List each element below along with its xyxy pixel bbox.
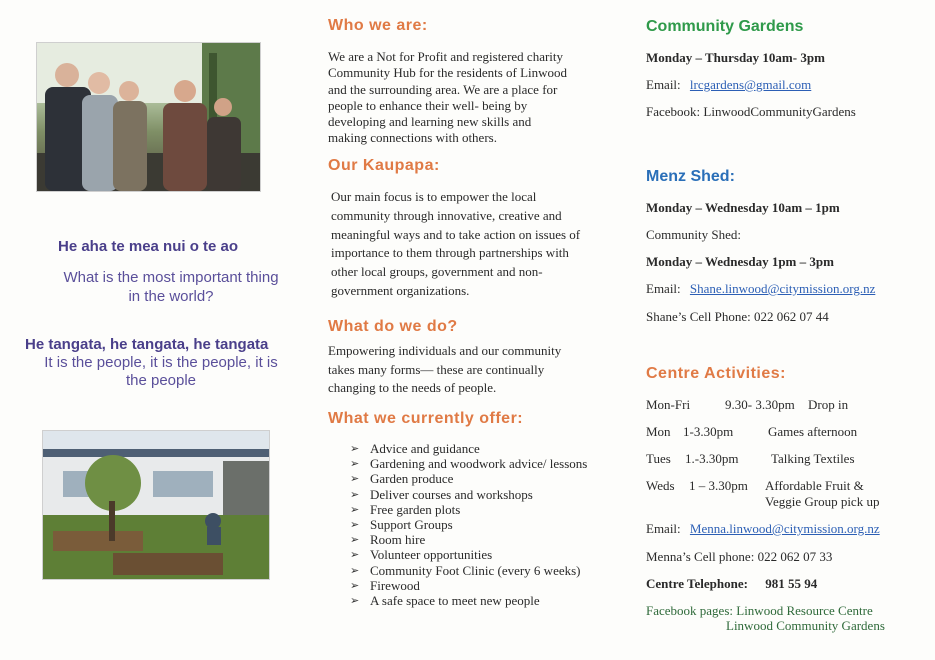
who-line: and the surrounding area. We are a place for: [328, 81, 558, 97]
activity-day: Tues: [646, 451, 671, 466]
proverb-translation: [56, 268, 286, 306]
who-line: Community Hub for the residents of Linwood: [328, 65, 568, 81]
offer-item: ➢ A safe space to meet new people: [350, 593, 620, 608]
gardens-email-row: [646, 77, 916, 93]
offer-item: ➢ Community Foot Clinic (every 6 weeks): [350, 563, 620, 578]
kaupapa-text: [331, 188, 606, 301]
who-line: people to enhance their well- being by: [328, 97, 528, 113]
proverb-translation-line1: What is the most important thing: [63, 269, 279, 286]
menz-email-label: Email:: [646, 281, 681, 296]
who-we-are-heading: Who we are:: [328, 17, 428, 34]
who-line: developing and learning new skills and: [328, 114, 532, 130]
kaupapa-line: other local groups, government and non-: [331, 264, 543, 280]
offer-item: ➢ Gardening and woodwork advice/ lessons: [350, 456, 620, 471]
menz-hours: Monday – Wednesday 10am – 1pm: [646, 200, 840, 215]
facebook-pages-line1: Facebook pages: Linwood Resource Centre: [646, 603, 873, 618]
what-do-we-do-text: [328, 342, 603, 398]
menz-email-row: [646, 281, 916, 297]
offer-item: ➢ Free garden plots: [350, 502, 620, 517]
activity-time: 1.-3.30pm: [685, 451, 739, 466]
activity-day: Mon: [646, 424, 671, 439]
gardens-email-link[interactable]: lrcgardens@gmail.com: [689, 77, 812, 92]
proverb-answer-translation: [30, 354, 292, 390]
kaupapa-line: community through innovative, creative and: [331, 207, 562, 223]
menna-email-link[interactable]: Menna.linwood@citymission.org.nz: [689, 521, 880, 536]
maori-proverb-line: He aha te mea nui o te ao: [58, 238, 239, 255]
activity-row: [646, 478, 916, 512]
menz-email-link[interactable]: Shane.linwood@citymission.org.nz: [689, 281, 876, 296]
who-line: making connections with others.: [328, 130, 497, 146]
volunteers-photo: [36, 42, 261, 192]
what-do-we-do-heading: What do we do?: [328, 318, 458, 335]
volunteers-photo-illustration: [37, 43, 260, 191]
do-line: Empowering individuals and our community: [328, 343, 562, 358]
centre-telephone-label: Centre Telephone:: [646, 576, 748, 591]
offer-item: ➢ Advice and guidance: [350, 441, 620, 456]
offer-item: ➢ Garden produce: [350, 471, 620, 486]
proverb-answer-line2: the people: [125, 372, 197, 389]
activity-time: 9.30- 3.30pm: [725, 397, 795, 412]
kaupapa-line: Our main focus is to empower the local: [331, 189, 537, 204]
proverb-translation-line2: in the world?: [128, 288, 214, 305]
offer-heading: What we currently offer:: [328, 410, 524, 427]
menna-email-label: Email:: [646, 521, 681, 536]
centre-telephone-number: 981 55 94: [765, 576, 818, 591]
activity-day: Mon-Fri: [646, 397, 691, 412]
offer-item: ➢ Support Groups: [350, 517, 620, 532]
kaupapa-line: government organizations.: [331, 282, 470, 298]
offer-item: ➢ Firewood: [350, 578, 620, 593]
menz-shed-heading: Menz Shed:: [646, 168, 735, 185]
centre-telephone-row: [646, 576, 916, 592]
offer-item: ➢ Volunteer opportunities: [350, 547, 620, 562]
activity-day: Weds: [646, 478, 675, 493]
activity-name: Games afternoon: [768, 424, 858, 439]
garden-photo: [42, 430, 270, 580]
community-gardens-heading: Community Gardens: [646, 18, 804, 35]
kaupapa-line: importance to them through partnerships with: [331, 245, 569, 261]
menna-email-row: [646, 521, 916, 537]
who-we-are-text: [328, 49, 603, 147]
gardens-facebook: Facebook: LinwoodCommunityGardens: [646, 104, 856, 119]
activity-name: Drop in: [808, 397, 849, 412]
maori-proverb-answer: He tangata, he tangata, he tangata: [25, 336, 269, 353]
offer-item: ➢ Room hire: [350, 532, 620, 547]
activity-name-cont: Veggie Group pick up: [765, 494, 880, 509]
community-shed-label: Community Shed:: [646, 227, 741, 242]
offer-list: [350, 441, 620, 608]
menna-phone: Menna’s Cell phone: 022 062 07 33: [646, 549, 833, 564]
gardens-email-label: Email:: [646, 77, 681, 92]
centre-activities-heading: Centre Activities:: [646, 365, 786, 382]
kaupapa-heading: Our Kaupapa:: [328, 157, 440, 174]
who-line: We are a Not for Profit and registered charity: [328, 49, 564, 64]
do-line: changing to the needs of people.: [328, 380, 497, 396]
facebook-pages-line2: Linwood Community Gardens: [726, 618, 885, 633]
activity-name: Affordable Fruit &: [765, 478, 864, 493]
offer-item: ➢ Deliver courses and workshops: [350, 487, 620, 502]
activity-time: 1 – 3.30pm: [689, 478, 748, 493]
garden-photo-illustration: [43, 431, 269, 579]
kaupapa-line: meaningful ways and to take action on issues of: [331, 226, 581, 242]
gardens-hours: Monday – Thursday 10am- 3pm: [646, 50, 825, 65]
activity-time: 1-3.30pm: [683, 424, 734, 439]
proverb-answer-line1: It is the people, it is the people, it is: [44, 354, 278, 371]
do-line: takes many forms— these are continually: [328, 361, 545, 377]
activity-name: Talking Textiles: [771, 451, 855, 466]
community-shed-hours: Monday – Wednesday 1pm – 3pm: [646, 254, 834, 269]
shane-phone: Shane’s Cell Phone: 022 062 07 44: [646, 309, 829, 324]
